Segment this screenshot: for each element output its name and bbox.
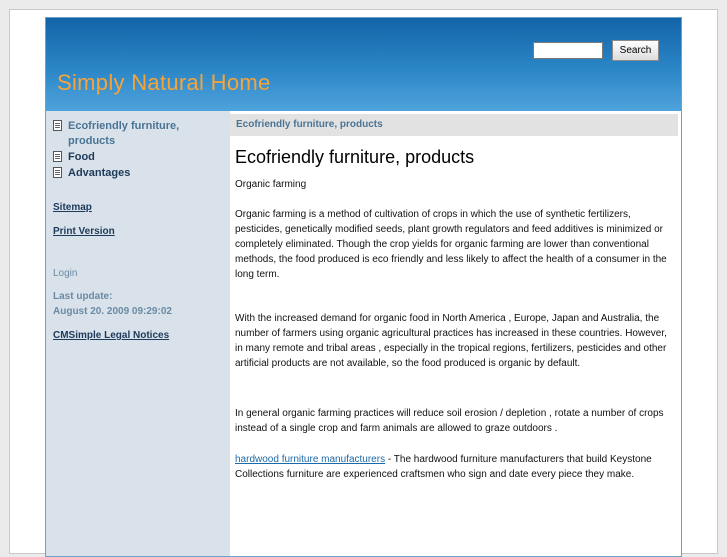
furniture-manufacturers-link[interactable]: hardwood furniture manufacturers: [235, 454, 386, 465]
paragraph-4: [235, 452, 675, 482]
site-container: [45, 17, 682, 557]
last-update-value: August 20. 2009 09:29:02: [53, 306, 172, 317]
search-input[interactable]: [533, 42, 603, 59]
sidebar-menu: [53, 119, 223, 182]
main-content: [230, 111, 680, 557]
document-icon: [53, 120, 62, 131]
breadcrumb: Ecofriendly furniture, products: [236, 119, 383, 130]
legal-notices-link[interactable]: CMSimple Legal Notices: [53, 330, 170, 341]
sidebar: [46, 111, 230, 557]
sidebar-item-advantages[interactable]: [53, 166, 223, 181]
sidebar-item-food[interactable]: [53, 150, 223, 165]
subtitle: Organic farming: [235, 179, 307, 190]
site-title: Simply Natural Home: [57, 70, 271, 95]
sidebar-item-ecofriendly[interactable]: [53, 119, 223, 149]
paragraph-2: With the increased demand for organic food in North America , Europe, Japan and Australia, the number of farmers using organic agricultural practices has increased in these countries. However, in many remote and tribal areas , especially in the tropical regions, fertilizers, pesticides and other artificial products are not available, so the food produced is organic by default.: [235, 313, 667, 369]
login-link[interactable]: Login: [53, 268, 78, 279]
print-version-link[interactable]: Print Version: [53, 226, 115, 237]
breadcrumb-bar: [230, 114, 678, 136]
site-header: [46, 18, 681, 111]
sidebar-item-label[interactable]: Advantages: [68, 167, 131, 179]
document-icon: [53, 167, 62, 178]
sidebar-item-label[interactable]: Ecofriendly furniture, products: [68, 120, 180, 147]
link-description: - The hardwood furniture manufacturers that build Keystone Collections furniture are experienced craftsmen who sign and date every piece they make.: [235, 454, 652, 480]
document-icon: [53, 151, 62, 162]
search-button[interactable]: Search: [612, 40, 659, 61]
paragraph-3: In general organic farming practices will reduce soil erosion / depletion , rotate a number of crops instead of a single crop and farm animals are allowed to graze outdoors .: [235, 408, 664, 434]
last-update-label: Last update:: [53, 291, 113, 302]
paragraph-1: Organic farming is a method of cultivation of crops in which the use of synthetic fertilizers, pesticides, genetically modified seeds, plant growth regulators and feed additives is minimized or completely eliminated. Though the crop yields for organic farming are lower than conventional methods, the food produced is eco friendly and less likely to affect the health of a consumer in the long term.: [235, 209, 667, 280]
sitemap-link[interactable]: Sitemap: [53, 202, 92, 213]
page-title: Ecofriendly furniture, products: [235, 147, 475, 167]
sidebar-item-label[interactable]: Food: [68, 151, 95, 163]
